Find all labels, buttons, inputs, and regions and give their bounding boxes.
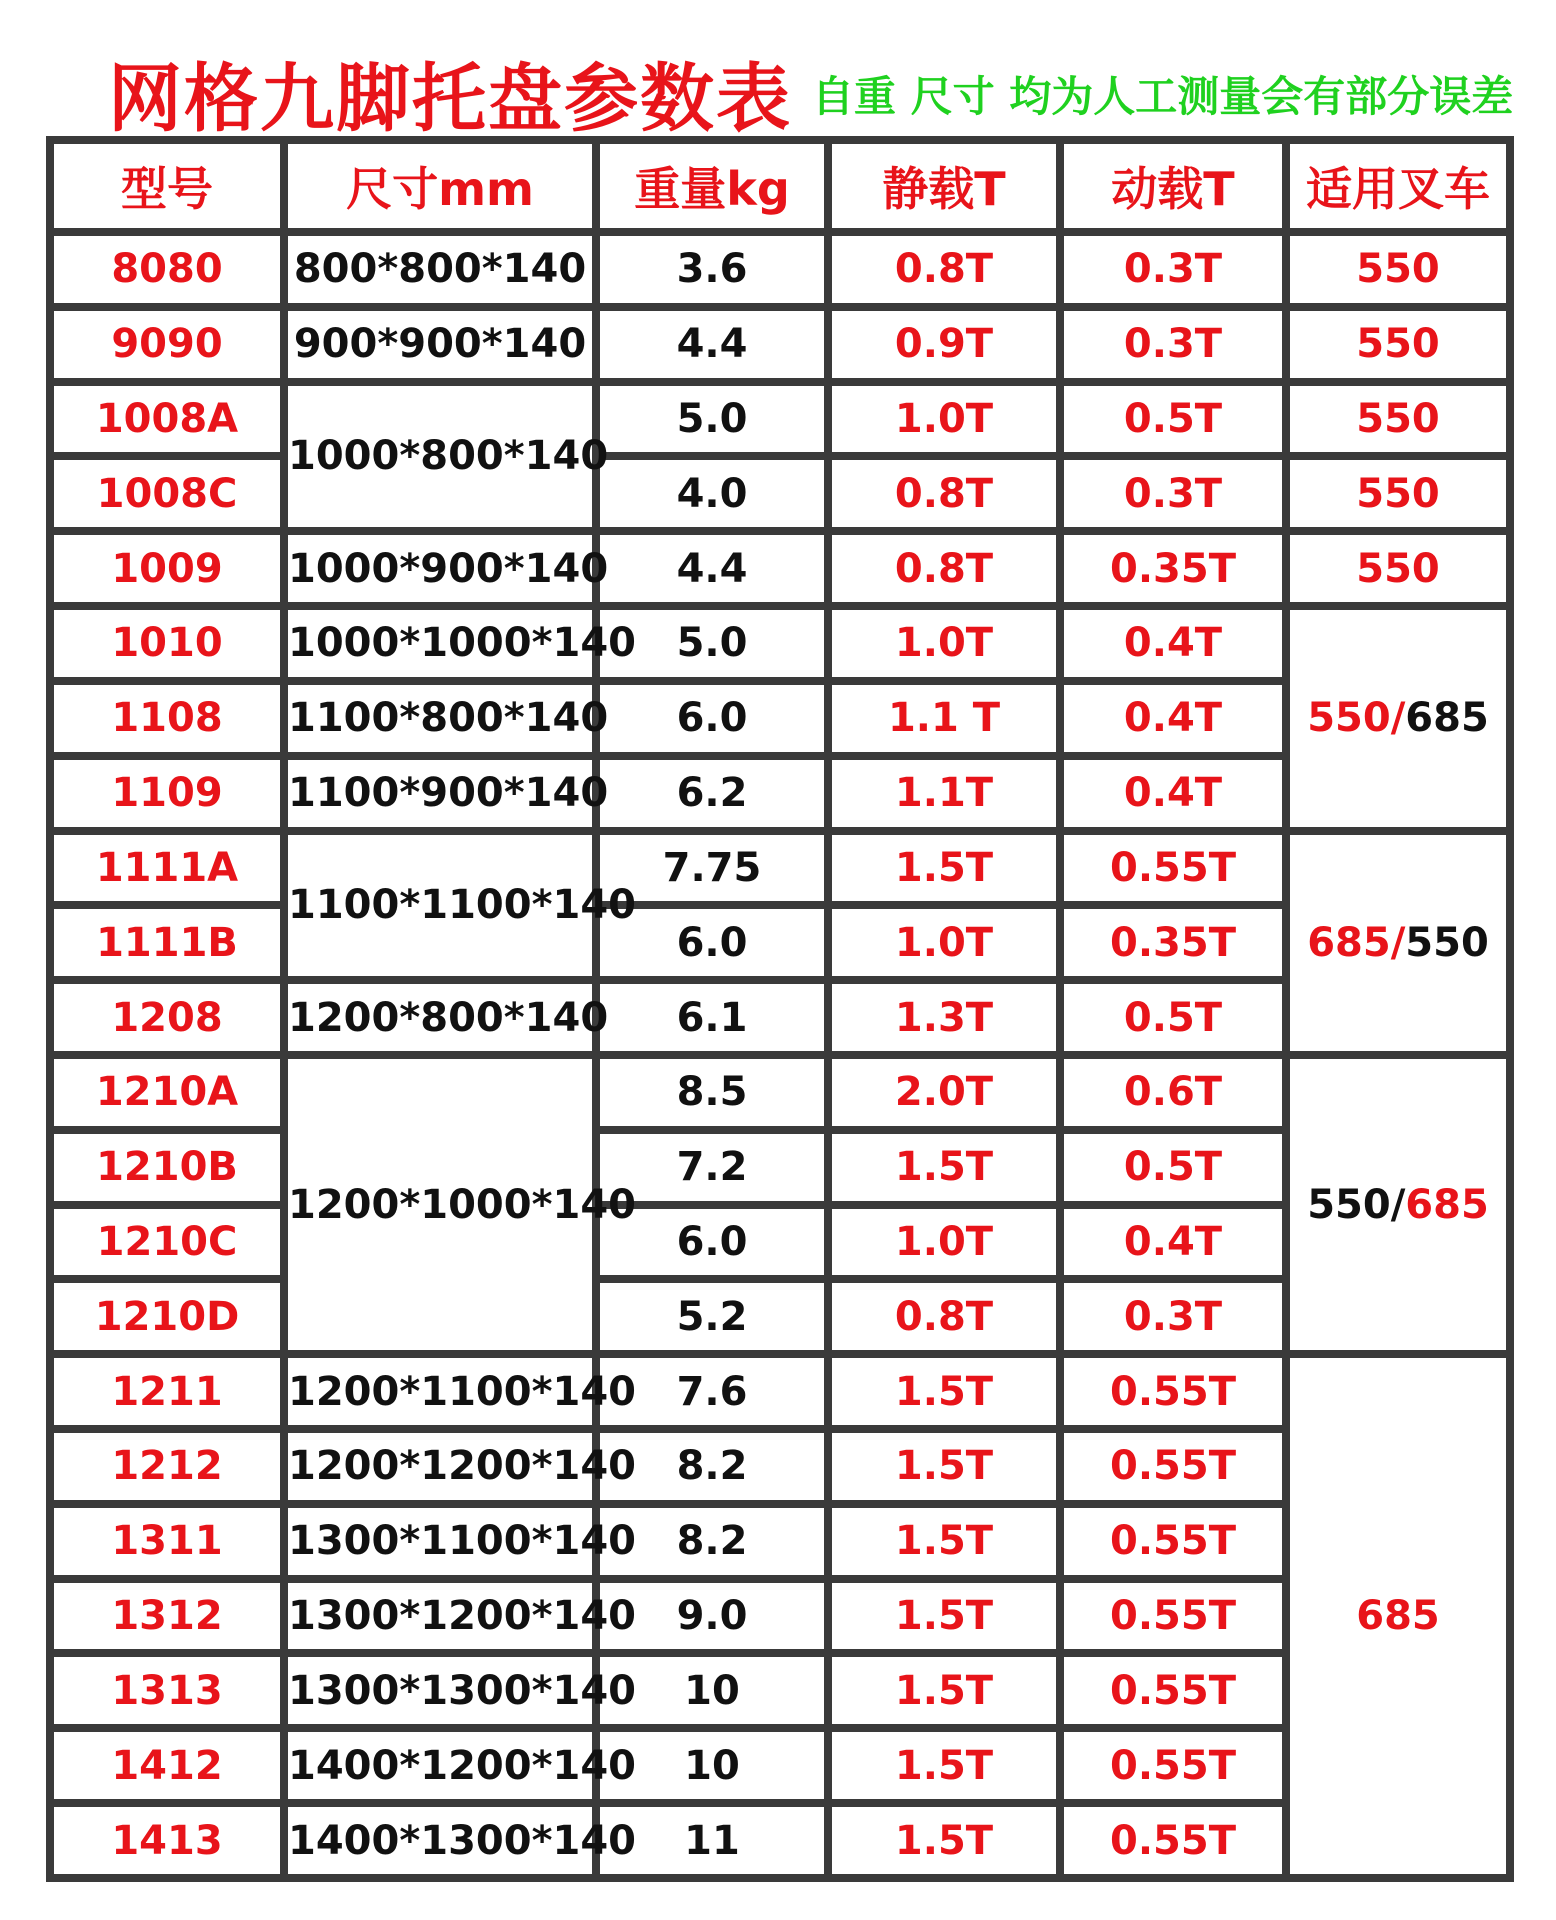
cell-weight: 7.2 [596, 1130, 828, 1205]
cell-size: 1100*1100*140 [284, 831, 596, 981]
cell-static-load: 0.9T [828, 307, 1060, 382]
cell-forklift-group [1286, 831, 1510, 1055]
cell-static-load: 1.5T [828, 1653, 1060, 1728]
forklift-primary: 550 [1307, 695, 1391, 742]
table-row [50, 531, 1510, 606]
forklift-secondary: 685 [1405, 695, 1489, 742]
table-row [50, 456, 1510, 531]
cell-static-load: 1.1T [828, 756, 1060, 831]
cell-dynamic-load: 0.55T [1060, 1728, 1286, 1803]
cell-size: 900*900*140 [284, 307, 596, 382]
cell-dynamic-load: 0.4T [1060, 681, 1286, 756]
cell-model: 1210B [50, 1130, 284, 1205]
forklift-secondary: 550 [1405, 919, 1489, 966]
header-size: 尺寸mm [284, 140, 596, 232]
cell-forklift: 550 [1286, 307, 1510, 382]
cell-size: 1400*1300*140 [284, 1803, 596, 1878]
cell-model: 1009 [50, 531, 284, 606]
cell-static-load: 0.8T [828, 232, 1060, 307]
cell-model: 1413 [50, 1803, 284, 1878]
forklift-primary: 550 [1307, 1181, 1391, 1228]
cell-static-load: 0.8T [828, 1279, 1060, 1354]
cell-static-load: 0.8T [828, 531, 1060, 606]
cell-model: 1313 [50, 1653, 284, 1728]
cell-dynamic-load: 0.35T [1060, 905, 1286, 980]
header-model: 型号 [50, 140, 284, 232]
cell-static-load: 1.5T [828, 1429, 1060, 1504]
table-row [50, 232, 1510, 307]
cell-model: 1008A [50, 382, 284, 457]
table-header-row [50, 140, 1510, 232]
cell-model: 1210A [50, 1055, 284, 1130]
cell-forklift-group: 685 [1286, 1354, 1510, 1878]
table-row [50, 307, 1510, 382]
cell-weight: 6.0 [596, 1205, 828, 1280]
cell-size: 1300*1200*140 [284, 1579, 596, 1654]
cell-size: 1000*900*140 [284, 531, 596, 606]
header-weight: 重量kg [596, 140, 828, 232]
cell-weight: 5.2 [596, 1279, 828, 1354]
cell-size: 800*800*140 [284, 232, 596, 307]
forklift-separator: / [1390, 695, 1406, 742]
cell-model: 1212 [50, 1429, 284, 1504]
cell-static-load: 1.5T [828, 831, 1060, 906]
cell-model: 9090 [50, 307, 284, 382]
cell-weight: 10 [596, 1728, 828, 1803]
cell-static-load: 1.5T [828, 1728, 1060, 1803]
cell-dynamic-load: 0.4T [1060, 1205, 1286, 1280]
cell-size: 1200*1000*140 [284, 1055, 596, 1354]
cell-dynamic-load: 0.3T [1060, 1279, 1286, 1354]
cell-weight: 5.0 [596, 382, 828, 457]
cell-static-load: 2.0T [828, 1055, 1060, 1130]
cell-weight: 7.75 [596, 831, 828, 906]
cell-weight: 6.1 [596, 980, 828, 1055]
cell-dynamic-load: 0.55T [1060, 1653, 1286, 1728]
cell-model: 1008C [50, 456, 284, 531]
cell-model: 1108 [50, 681, 284, 756]
cell-static-load: 1.1 T [828, 681, 1060, 756]
cell-weight: 6.0 [596, 905, 828, 980]
page-title: 网格九脚托盘参数表 [108, 56, 792, 142]
cell-dynamic-load: 0.6T [1060, 1055, 1286, 1130]
cell-weight: 11 [596, 1803, 828, 1878]
cell-dynamic-load: 0.5T [1060, 1130, 1286, 1205]
cell-size: 1300*1300*140 [284, 1653, 596, 1728]
cell-weight: 6.2 [596, 756, 828, 831]
header-dynamic-load: 动载T [1060, 140, 1286, 232]
cell-static-load: 1.0T [828, 606, 1060, 681]
table-row [50, 1055, 1510, 1130]
header-forklift: 适用叉车 [1286, 140, 1510, 232]
cell-static-load: 1.5T [828, 1504, 1060, 1579]
cell-dynamic-load: 0.5T [1060, 980, 1286, 1055]
table-row [50, 382, 1510, 457]
cell-size: 1200*1100*140 [284, 1354, 596, 1429]
cell-model: 1109 [50, 756, 284, 831]
header-static-load: 静载T [828, 140, 1060, 232]
cell-weight: 6.0 [596, 681, 828, 756]
cell-weight: 7.6 [596, 1354, 828, 1429]
measurement-note: 自重 尺寸 均为人工测量会有部分误差 [812, 72, 1514, 121]
cell-weight: 5.0 [596, 606, 828, 681]
cell-model: 1211 [50, 1354, 284, 1429]
cell-static-load: 1.3T [828, 980, 1060, 1055]
cell-static-load: 1.5T [828, 1579, 1060, 1654]
cell-weight: 3.6 [596, 232, 828, 307]
cell-forklift: 550 [1286, 382, 1510, 457]
cell-size: 1100*800*140 [284, 681, 596, 756]
cell-static-load: 1.0T [828, 382, 1060, 457]
cell-model: 1111A [50, 831, 284, 906]
cell-dynamic-load: 0.4T [1060, 756, 1286, 831]
cell-static-load: 1.5T [828, 1354, 1060, 1429]
cell-dynamic-load: 0.55T [1060, 1579, 1286, 1654]
cell-static-load: 1.0T [828, 1205, 1060, 1280]
cell-dynamic-load: 0.55T [1060, 1803, 1286, 1878]
cell-static-load: 1.0T [828, 905, 1060, 980]
cell-model: 1111B [50, 905, 284, 980]
cell-size: 1000*800*140 [284, 382, 596, 532]
cell-model: 1010 [50, 606, 284, 681]
cell-forklift: 550 [1286, 232, 1510, 307]
forklift-separator: / [1390, 919, 1406, 966]
table-row [50, 1354, 1510, 1429]
cell-weight: 8.5 [596, 1055, 828, 1130]
cell-dynamic-load: 0.55T [1060, 1429, 1286, 1504]
cell-size: 1000*1000*140 [284, 606, 596, 681]
forklift-secondary: 685 [1405, 1181, 1489, 1228]
cell-static-load: 1.5T [828, 1130, 1060, 1205]
cell-dynamic-load: 0.3T [1060, 456, 1286, 531]
cell-forklift-group [1286, 606, 1510, 830]
cell-model: 1208 [50, 980, 284, 1055]
cell-weight: 4.0 [596, 456, 828, 531]
cell-forklift: 550 [1286, 531, 1510, 606]
cell-dynamic-load: 0.55T [1060, 1354, 1286, 1429]
cell-dynamic-load: 0.35T [1060, 531, 1286, 606]
table-row [50, 831, 1510, 906]
cell-dynamic-load: 0.3T [1060, 307, 1286, 382]
cell-size: 1100*900*140 [284, 756, 596, 831]
cell-model: 1311 [50, 1504, 284, 1579]
cell-dynamic-load: 0.4T [1060, 606, 1286, 681]
cell-size: 1200*1200*140 [284, 1429, 596, 1504]
cell-static-load: 1.5T [828, 1803, 1060, 1878]
cell-model: 1412 [50, 1728, 284, 1803]
cell-size: 1200*800*140 [284, 980, 596, 1055]
cell-model: 8080 [50, 232, 284, 307]
cell-dynamic-load: 0.55T [1060, 1504, 1286, 1579]
cell-forklift: 550 [1286, 456, 1510, 531]
forklift-primary: 685 [1307, 919, 1391, 966]
cell-model: 1210D [50, 1279, 284, 1354]
cell-weight: 4.4 [596, 307, 828, 382]
pallet-spec-table [46, 136, 1514, 1882]
cell-model: 1210C [50, 1205, 284, 1280]
cell-weight: 10 [596, 1653, 828, 1728]
cell-dynamic-load: 0.3T [1060, 232, 1286, 307]
cell-size: 1300*1100*140 [284, 1504, 596, 1579]
cell-weight: 9.0 [596, 1579, 828, 1654]
cell-dynamic-load: 0.55T [1060, 831, 1286, 906]
cell-weight: 8.2 [596, 1504, 828, 1579]
cell-size: 1400*1200*140 [284, 1728, 596, 1803]
table-row [50, 606, 1510, 681]
cell-forklift-group [1286, 1055, 1510, 1354]
cell-dynamic-load: 0.5T [1060, 382, 1286, 457]
cell-weight: 8.2 [596, 1429, 828, 1504]
cell-model: 1312 [50, 1579, 284, 1654]
cell-weight: 4.4 [596, 531, 828, 606]
cell-static-load: 0.8T [828, 456, 1060, 531]
forklift-separator: / [1390, 1181, 1406, 1228]
